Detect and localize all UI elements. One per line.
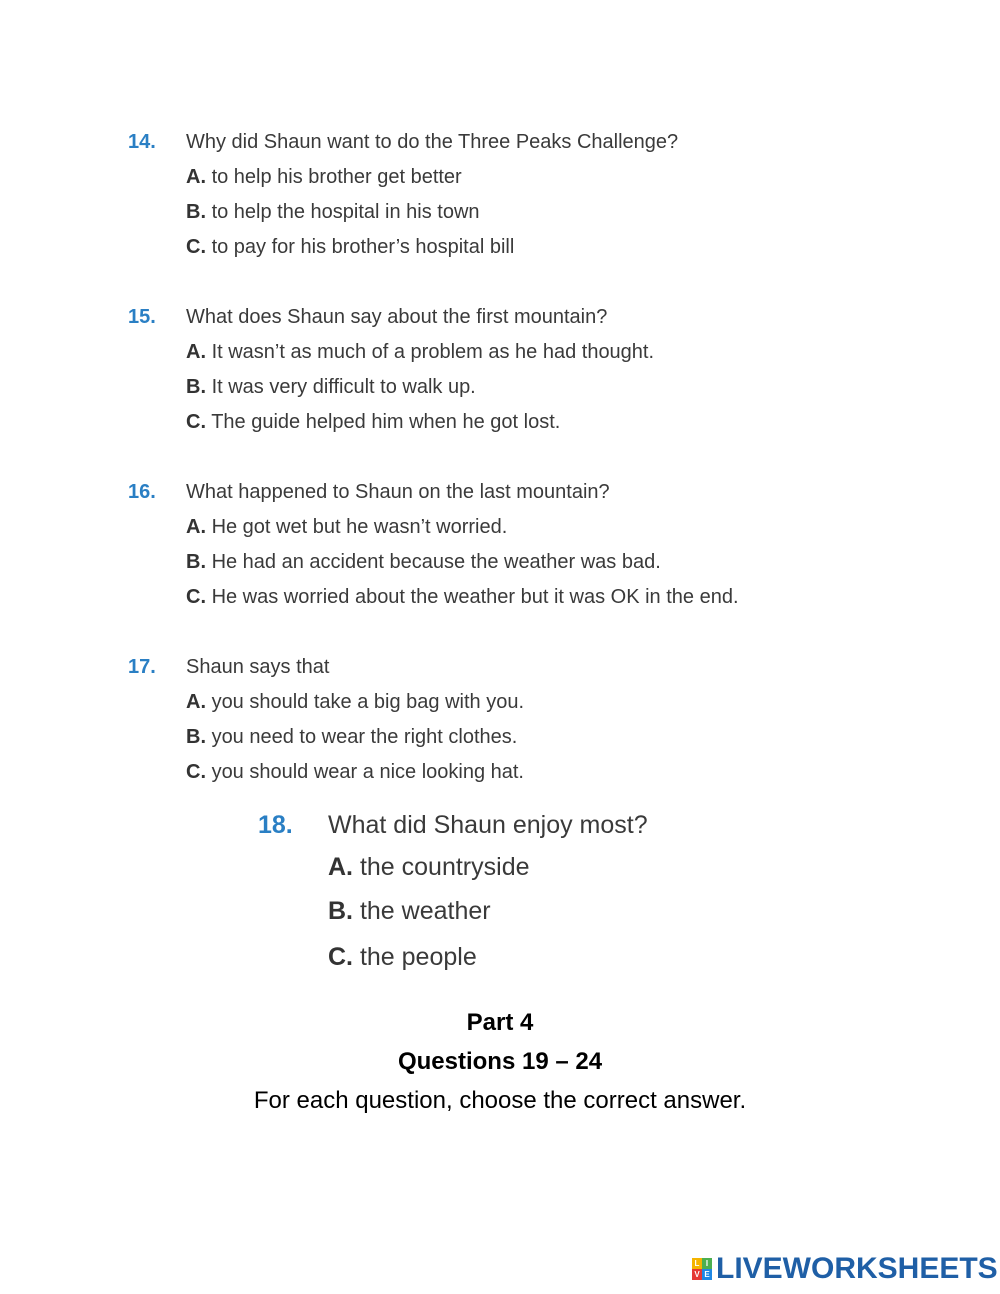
option-c[interactable] [328,943,477,972]
option-letter: C. [186,586,206,608]
option-letter: B. [186,551,206,573]
option-c[interactable] [186,761,524,784]
option-c[interactable] [186,236,514,259]
option-a[interactable] [186,166,462,189]
option-text: He was worried about the weather but it was OK in the end. [211,586,739,608]
option-c[interactable] [186,411,560,434]
option-text: the people [359,943,477,971]
option-b[interactable] [186,376,476,399]
question-text: What happened to Shaun on the last mountain? [186,481,610,503]
option-text: to help the hospital in his town [211,201,480,223]
liveworksheets-logo [692,1252,998,1286]
option-text: It wasn’t as much of a problem as he had thought. [211,341,655,363]
option-a[interactable] [186,691,524,714]
option-b[interactable] [186,726,517,749]
logo-block: I [702,1258,712,1269]
option-text: the countryside [359,853,530,881]
option-letter: B. [186,726,206,748]
option-text: The guide helped him when he got lost. [211,411,561,433]
option-letter: C. [186,761,206,783]
option-text: you should take a big bag with you. [211,691,524,713]
part-instruction: For each question, choose the correct answer. [253,1087,747,1114]
part-title: Part 4 [466,1009,534,1036]
option-letter: A. [186,166,206,188]
question-number: 16. [128,481,156,503]
option-c[interactable] [186,586,739,609]
question-text: What did Shaun enjoy most? [328,811,648,839]
option-text: to help his brother get better [211,166,462,188]
option-text: you need to wear the right clothes. [211,726,518,748]
option-a[interactable] [186,516,507,539]
logo-block: V [692,1269,702,1280]
question-text: Why did Shaun want to do the Three Peaks Challenge? [186,131,679,153]
option-b[interactable] [186,201,480,224]
option-a[interactable] [186,341,654,364]
option-letter: A. [328,853,353,881]
option-b[interactable] [186,551,661,574]
option-letter: B. [328,897,353,925]
option-letter: A. [186,516,206,538]
option-text: the weather [359,897,491,925]
question-number: 14. [128,131,156,153]
option-text: to pay for his brother’s hospital bill [211,236,515,258]
question-text: Shaun says that [186,656,330,678]
brand-name: LIVEWORKSHEETS [716,1252,998,1285]
logo-block: L [692,1258,702,1269]
logo-block: E [702,1269,712,1280]
option-letter: C. [328,943,353,971]
question-number: 15. [128,306,156,328]
option-letter: C. [186,236,206,258]
question-number: 18. [258,811,293,839]
logo-blocks-icon [692,1258,712,1280]
option-text: He had an accident because the weather was bad. [211,551,661,573]
option-letter: A. [186,341,206,363]
option-letter: B. [186,201,206,223]
part-question-range: Questions 19 – 24 [397,1048,603,1075]
question-number: 17. [128,656,156,678]
option-letter: A. [186,691,206,713]
option-text: you should wear a nice looking hat. [211,761,524,783]
option-letter: B. [186,376,206,398]
option-letter: C. [186,411,206,433]
option-a[interactable] [328,853,530,882]
option-text: It was very difficult to walk up. [211,376,476,398]
option-b[interactable] [328,897,491,926]
option-text: He got wet but he wasn’t worried. [211,516,508,538]
question-text: What does Shaun say about the first mountain? [186,306,608,328]
